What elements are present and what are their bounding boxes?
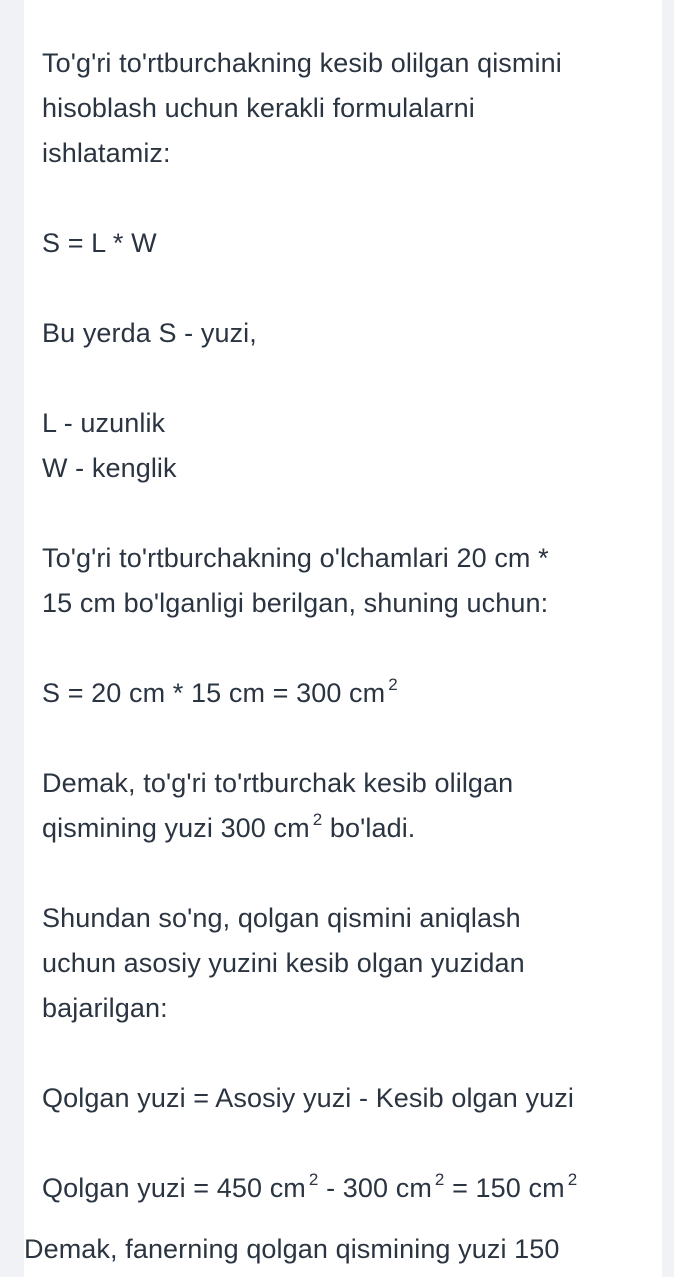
next-step-line-1: Shundan so'ng, qolgan qismini aniqlash (42, 903, 521, 933)
intro-line-2: hisoblash uchun kerakli formulalarni (42, 93, 475, 123)
next-step-line-2: uchun asosiy yuzini kesib olgan yuzidan (42, 948, 525, 978)
area-formula (42, 221, 642, 266)
conclusion-paragraph (42, 761, 642, 851)
remaining-formula-paragraph (42, 1076, 642, 1121)
remaining-calculation-paragraph (42, 1166, 642, 1211)
definitions-paragraph (42, 401, 642, 491)
intro-line-1: To'g'ri to'rtburchakning kesib olilgan qismini (42, 48, 562, 78)
answer-text (42, 41, 642, 1256)
final-partial-text: Demak, fanerning qolgan qismining yuzi 150 (24, 1234, 560, 1264)
conclusion-exponent: 2 (312, 810, 323, 829)
given-paragraph (42, 536, 642, 626)
where-paragraph (42, 311, 642, 356)
calculation-line (42, 671, 642, 716)
conclusion-line-2-text: qismining yuzi 300 cm (42, 813, 310, 843)
conclusion-line-2 (42, 806, 642, 851)
remaining-calc-part-1: Qolgan yuzi = 450 cm (42, 1173, 306, 1203)
remaining-calc-part-2: - 300 cm (318, 1173, 432, 1203)
remaining-calc-exponent-1: 2 (308, 1170, 319, 1189)
remaining-calc-exponent-3: 2 (567, 1170, 578, 1189)
remaining-formula-text: Qolgan yuzi = Asosiy yuzi - Kesib olgan yuzi (42, 1083, 574, 1113)
conclusion-line-2-tail: bo'ladi. (322, 813, 416, 843)
final-line-clipped (24, 1227, 624, 1267)
calculation-text: S = 20 cm * 15 cm = 300 cm (42, 678, 386, 708)
conclusion-line-1: Demak, to'g'ri to'rtburchak kesib olilgan (42, 768, 514, 798)
where-text: Bu yerda S - yuzi, (42, 318, 257, 348)
next-step-line-3: bajarilgan: (42, 993, 168, 1023)
remaining-calc-part-3: = 150 cm (444, 1173, 565, 1203)
answer-card (24, 0, 662, 1277)
intro-paragraph (42, 41, 642, 176)
given-line-1: To'g'ri to'rtburchakning o'lchamlari 20 cm * (42, 543, 549, 573)
remaining-calc-exponent-2: 2 (434, 1170, 445, 1189)
remaining-calculation-line (42, 1166, 642, 1211)
next-step-paragraph (42, 896, 642, 1031)
calculation-exponent: 2 (388, 675, 398, 694)
definition-width: W - kenglik (42, 453, 177, 483)
intro-line-3: ishlatamiz: (42, 138, 171, 168)
given-line-2: 15 cm bo'lganligi berilgan, shuning uchun: (42, 588, 549, 618)
calculation-paragraph (42, 671, 642, 716)
definition-length: L - uzunlik (42, 408, 166, 438)
area-formula-text: S = L * W (42, 228, 157, 258)
